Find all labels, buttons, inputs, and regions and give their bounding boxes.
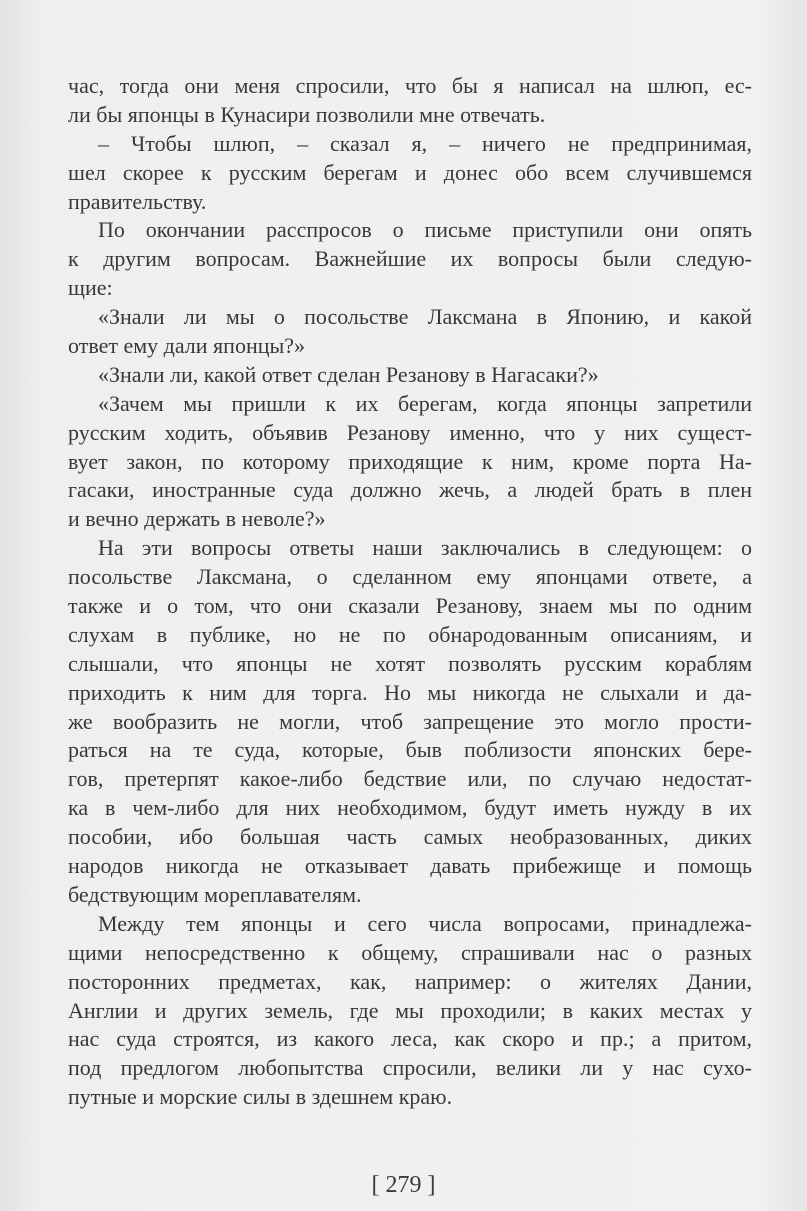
text-line: путные и морские силы в здешнем краю. (68, 1084, 453, 1110)
text-line: «Зачем мы пришли к их берегам, когда японцы запретили (98, 390, 752, 416)
text-line: русским ходить, объявив Резанову именно, что у них сущест- (68, 419, 752, 445)
page-number: [ 279 ] (371, 1172, 436, 1198)
text-line: Между тем японцы и сего числа вопросами, принадлежа- (98, 910, 752, 936)
text-line: слышали, что японцы не хотят позволять русским кораблям (68, 650, 752, 676)
text-line: посольстве Лаксмана, о сделанном ему японцами ответе, а (68, 564, 752, 590)
text-line: Англии и других земель, где мы проходили; в каких местах у (68, 997, 752, 1023)
text-line: На эти вопросы ответы наши заключались в следующем: о (98, 535, 752, 561)
text-line: бедствующим мореплавателям. (68, 881, 362, 907)
text-line: гов, претерпят какое-либо бедствие или, по случаю недостат- (68, 766, 752, 792)
text-line: вует закон, по которому приходящие к ним, кроме порта На- (68, 448, 752, 474)
text-line: посторонних предметах, как, например: о жителях Дании, (68, 968, 752, 994)
text-line: щими непосредственно к общему, спрашивали нас о разных (68, 939, 752, 965)
text-line: раться на те суда, которые, быв поблизости японских бере- (68, 737, 752, 763)
text-line: гасаки, иностранные суда должно жечь, а людей брать в плен (68, 477, 752, 503)
text-line: слухам в публике, но не по обнародованным описаниям, и (68, 621, 752, 647)
text-line: «Знали ли мы о посольстве Лаксмана в Японию, и какой (98, 304, 752, 330)
text-line: к другим вопросам. Важнейшие их вопросы были следую- (68, 246, 752, 272)
text-line: также и о том, что они сказали Резанову, знаем мы по одним (68, 593, 752, 619)
text-line: пособии, ибо большая часть самых необразованных, диких (68, 824, 752, 850)
text-line: ли бы японцы в Кунасири позволили мне отвечать. (68, 101, 546, 127)
text-line: приходить к ним для торга. Но мы никогда не слыхали и да- (68, 679, 752, 705)
text-line: ответ ему дали японцы?» (68, 333, 306, 359)
text-line: час, тогда они меня спросили, что бы я написал на шлюп, ес- (68, 73, 752, 98)
text-line: и вечно держать в неволе?» (68, 506, 326, 532)
text-line: шел скорее к русским берегам и донес обо всем случившемся (68, 159, 752, 185)
page-body-text (68, 72, 752, 1112)
text-line: под предлогом любопытства спросили, велики ли у нас сухо- (68, 1055, 752, 1081)
text-line: ка в чем-либо для них необходимом, будут иметь нужду в их (68, 795, 752, 821)
text-line: «Знали ли, какой ответ сделан Резанову в Нагасаки?» (98, 361, 599, 387)
text-line: – Чтобы шлюп, – сказал я, – ничего не предпринимая, (98, 130, 752, 156)
text-line: правительству. (68, 188, 207, 214)
text-line: По окончании расспросов о письме приступили они опять (98, 217, 752, 243)
text-line: нас суда строятся, из какого леса, как скоро и пр.; а притом, (68, 1026, 752, 1052)
text-line: щие: (68, 275, 113, 301)
text-line: народов никогда не отказывает давать прибежище и помощь (68, 853, 752, 879)
text-line: же вообразить не могли, чтоб запрещение это могло прости- (68, 708, 752, 734)
